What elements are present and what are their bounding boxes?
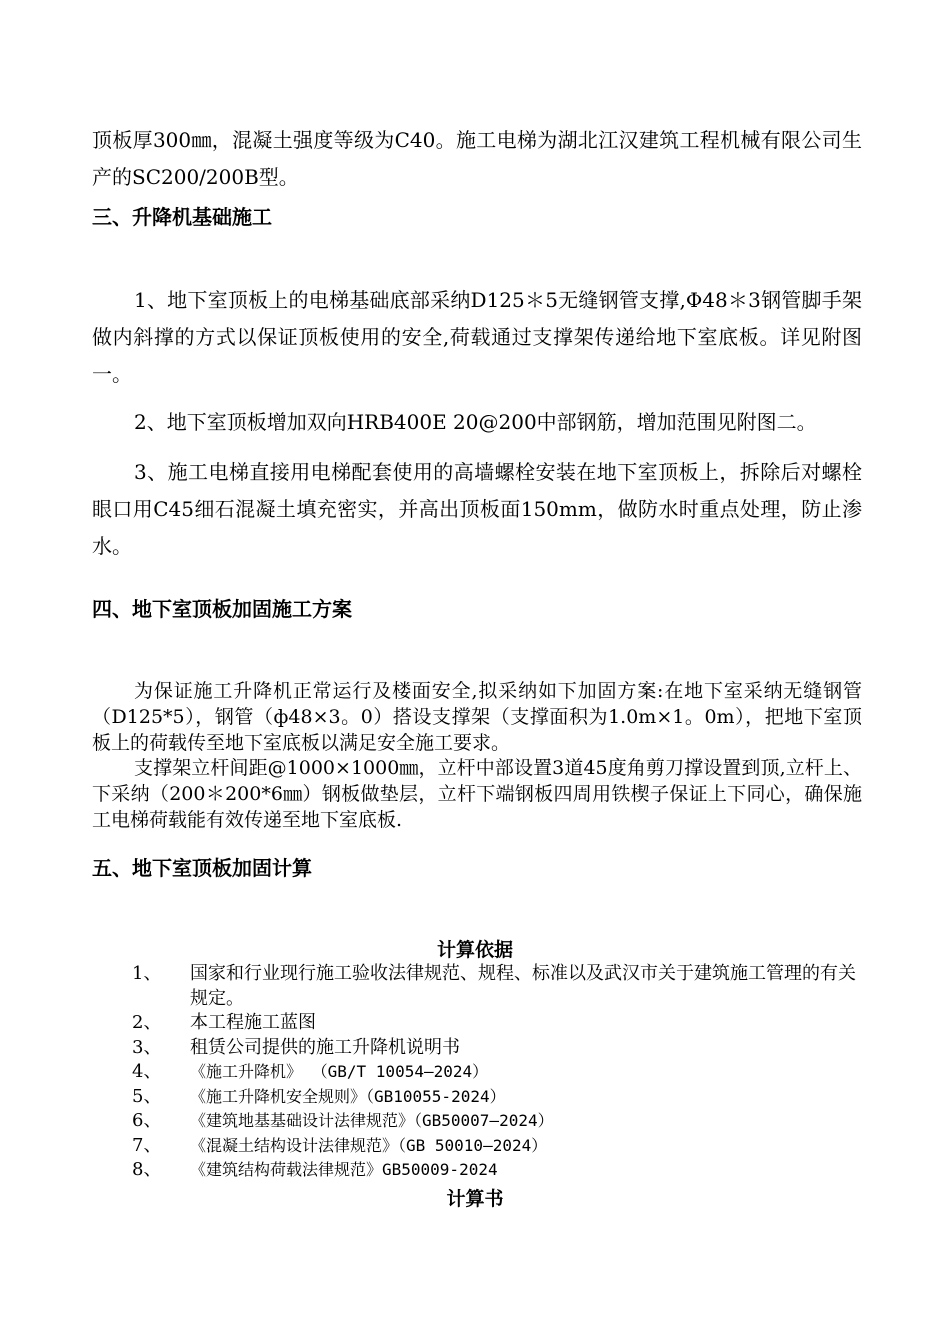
reference-list — [132, 962, 862, 1183]
list-item — [132, 1060, 862, 1085]
list-item-text: 租赁公司提供的施工升降机说明书 — [190, 1036, 460, 1058]
list-item-number: 7、 — [132, 1134, 162, 1156]
list-item — [132, 1011, 862, 1036]
list-item-number: 6、 — [132, 1110, 162, 1131]
list-item-number: 1、 — [132, 963, 162, 984]
list-item-text: 《建筑结构荷载法律规范》GB50009-2024 — [190, 1160, 498, 1179]
section3-heading: 三、升降机基础施工 — [92, 205, 272, 229]
list-item — [132, 1109, 862, 1134]
section4-heading: 四、地下室顶板加固施工方案 — [92, 597, 352, 621]
list-item-text: 国家和行业现行施工验收法律规范、规程、标准以及武汉市关于建筑施工管理的有关规定。 — [190, 963, 856, 1009]
list-item-number: 5、 — [132, 1085, 162, 1107]
list-item-text: 《建筑地基基础设计法律规范》（GB50007—2024） — [190, 1111, 554, 1130]
list-item-text: 《施工升降机》 （GB/T 10054—2024） — [190, 1062, 489, 1081]
list-item-number: 8、 — [132, 1159, 162, 1180]
list-item — [132, 1158, 862, 1183]
section4-paragraph-2: 支撑架立杆间距@1000×1000㎜，立杆中部设置3道45度角剪刀撑设置到顶,立杆上、下采纳（200＊200*6㎜）钢板做垫层，立杆下端钢板四周用铁楔子保证上下同心，确保施工电梯荷载能有效传递至地下室底板. — [92, 757, 862, 831]
list-item-text: 《施工升降机安全规则》（GB10055-2024） — [190, 1086, 506, 1106]
section5-heading: 五、地下室顶板加固计算 — [92, 856, 312, 880]
list-item — [132, 962, 862, 1011]
list-item-text: 《混凝土结构设计法律规范》（GB 50010—2024） — [190, 1135, 548, 1155]
section3-item-1: 1、地下室顶板上的电梯基础底部采纳D125＊5无缝钢管支撑,Φ48＊3钢管脚手架做内斜撑的方式以保证顶板使用的安全,荷载通过支撑架传递给地下室底板。详见附图一。 — [92, 288, 862, 386]
list-item-text: 本工程施工蓝图 — [190, 1012, 316, 1033]
section3-item-2: 2、地下室顶板增加双向HRB400E 20@200中部钢筋，增加范围见附图二。 — [134, 410, 817, 434]
list-item-number: 2、 — [132, 1012, 162, 1033]
section3-item-3: 3、施工电梯直接用电梯配套使用的高墙螺栓安装在地下室顶板上，拆除后对螺栓眼口用C45细石混凝土填充密实，并高出顶板面150mm，做防水时重点处理，防止渗水。 — [92, 460, 862, 558]
list-item — [132, 1134, 862, 1159]
calculation-basis-title: 计算依据 — [436, 939, 513, 961]
list-item-number: 3、 — [132, 1036, 162, 1058]
list-item-number: 4、 — [132, 1061, 162, 1082]
calculation-book-title: 计算书 — [446, 1188, 504, 1210]
section4-paragraph-1: 为保证施工升降机正常运行及楼面安全,拟采纳如下加固方案:在地下室采纳无缝钢管（D125*5），钢管（ф48×3。0）搭设支撑架（支撑面积为1.0m×1。0m），把地下室顶板上的荷载传至地下室底板以满足安全施工要求。 — [92, 680, 862, 754]
list-item — [132, 1085, 862, 1110]
list-item — [132, 1036, 862, 1061]
intro-paragraph: 顶板厚300㎜，混凝土强度等级为C40。施工电梯为湖北江汉建筑工程机械有限公司生产的SC200/200B型。 — [92, 128, 862, 189]
